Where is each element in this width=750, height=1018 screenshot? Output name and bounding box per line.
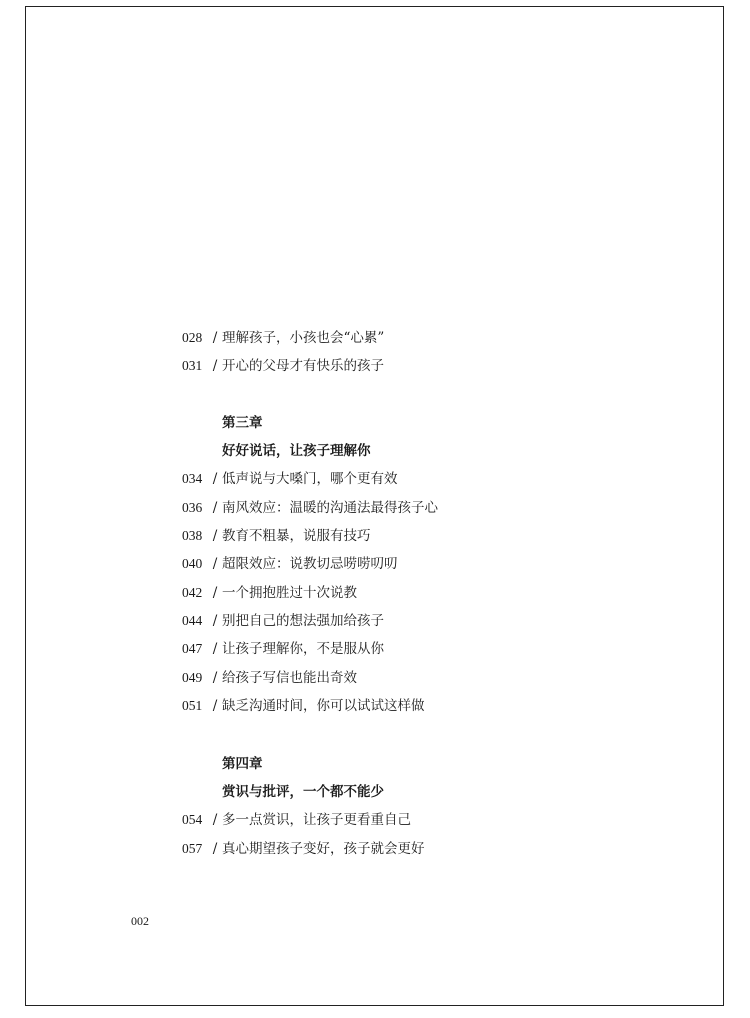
toc-entry-title: 真心期望孩子变好，孩子就会更好 [222,841,425,857]
toc-separator: / [212,528,218,544]
toc-page-number: 031 [182,358,203,373]
toc-entry-title: 别把自己的想法强加给孩子 [222,613,384,629]
toc-page-number: 040 [182,556,203,571]
toc-entry[interactable] [182,499,438,517]
toc-entry[interactable] [182,669,357,687]
toc-separator: / [212,670,218,686]
toc-entry-title: 让孩子理解你，不是服从你 [222,641,384,657]
toc-separator: / [212,358,218,374]
toc-entry-title: 多一点赏识，让孩子更看重自己 [222,812,411,828]
toc-entry[interactable] [182,840,425,858]
toc-entry[interactable] [182,555,398,573]
toc-separator: / [212,698,218,714]
toc-page-number: 028 [182,330,203,345]
toc-entry-title: 缺乏沟通时间，你可以试试这样做 [222,698,425,714]
toc-entry-title: 开心的父母才有快乐的孩子 [222,358,384,374]
toc-entry-title: 一个拥抱胜过十次说教 [222,585,357,601]
toc-page-number: 054 [182,812,203,827]
chapter-4-label: 第四章 [222,756,263,772]
toc-page-number: 042 [182,585,203,600]
chapter-4-title[interactable]: 赏识与批评，一个都不能少 [222,784,384,800]
toc-page-number: 038 [182,528,203,543]
toc-page-number: 047 [182,641,203,656]
toc-page-number: 034 [182,471,203,486]
toc-separator: / [212,613,218,629]
toc-entry[interactable] [182,640,384,658]
toc-entry-title: 超限效应：说教切忌唠唠叨叨 [222,556,398,572]
toc-entry[interactable] [182,697,425,715]
toc-separator: / [212,556,218,572]
toc-separator: / [212,471,218,487]
toc-entry-title: 南风效应：温暖的沟通法最得孩子心 [222,500,438,516]
toc-separator: / [212,641,218,657]
toc-entry[interactable] [182,527,371,545]
toc-entry-title: 理解孩子，小孩也会“心累” [222,330,385,346]
toc-entry[interactable] [182,584,357,602]
toc-separator: / [212,500,218,516]
page-number: 002 [131,914,149,928]
toc-page-number: 044 [182,613,203,628]
toc-page-number: 049 [182,670,203,685]
toc-separator: / [212,841,218,857]
toc-entry[interactable] [182,612,384,630]
toc-page-number: 036 [182,500,203,515]
toc-page-number: 051 [182,698,203,713]
toc-entry[interactable] [182,470,398,488]
toc-separator: / [212,585,218,601]
toc-separator: / [212,812,218,828]
toc-entry-title: 低声说与大嗓门，哪个更有效 [222,471,398,487]
toc-separator: / [212,330,218,346]
toc-page-number: 057 [182,841,203,856]
toc-entry[interactable] [182,329,384,347]
chapter-3-title[interactable]: 好好说话，让孩子理解你 [222,443,371,459]
toc-entry[interactable] [182,357,384,375]
toc-entry[interactable] [182,811,411,829]
toc-entry-title: 给孩子写信也能出奇效 [222,670,357,686]
toc-entry-title: 教育不粗暴，说服有技巧 [222,528,371,544]
chapter-3-label: 第三章 [222,415,263,431]
